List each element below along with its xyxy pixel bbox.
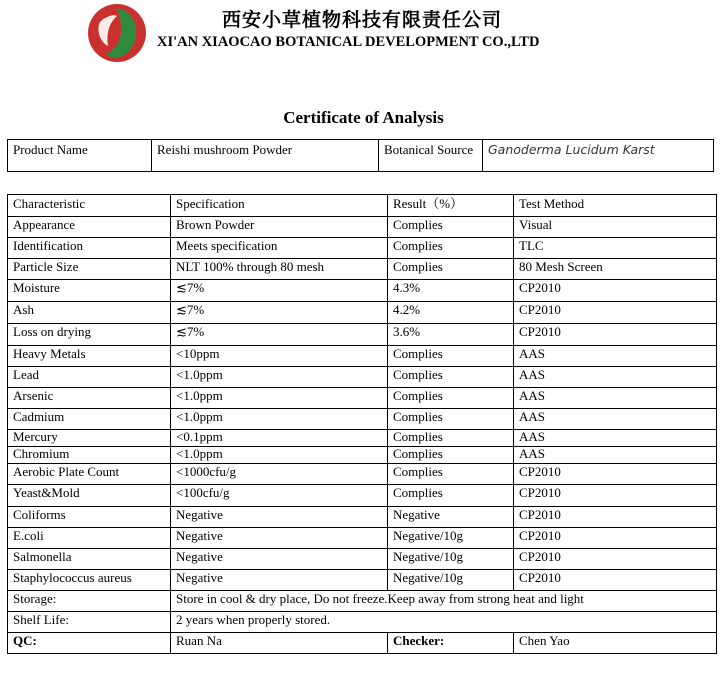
column-header: Test Method — [514, 195, 717, 217]
specification-cell: <1.0ppm — [171, 367, 388, 388]
table-row — [8, 507, 717, 528]
characteristic-cell: Arsenic — [8, 388, 171, 409]
specification-cell: <100cfu/g — [171, 485, 388, 507]
test-method-cell: AAS — [514, 447, 717, 464]
company-name-chinese: 西安小草植物科技有限责任公司 — [222, 9, 503, 31]
characteristic-cell: Lead — [8, 367, 171, 388]
table-row — [8, 409, 717, 430]
specification-cell: Negative — [171, 507, 388, 528]
product-info-table — [7, 139, 714, 172]
test-method-cell: CP2010 — [514, 528, 717, 549]
result-cell: 4.3% — [388, 280, 514, 302]
specification-cell: Negative — [171, 549, 388, 570]
characteristic-cell: Chromium — [8, 447, 171, 464]
characteristic-cell: Particle Size — [8, 259, 171, 280]
table-row — [8, 430, 717, 447]
test-method-cell: AAS — [514, 388, 717, 409]
result-cell: Negative/10g — [388, 549, 514, 570]
test-method-cell: CP2010 — [514, 549, 717, 570]
table-row — [8, 447, 717, 464]
company-logo-icon — [86, 2, 148, 64]
table-row — [8, 346, 717, 367]
characteristic-cell: Yeast&Mold — [8, 485, 171, 507]
table-row — [8, 280, 717, 302]
checker-label: Checker: — [388, 633, 514, 654]
test-method-cell: CP2010 — [514, 302, 717, 324]
table-row — [8, 485, 717, 507]
botanical-source-label: Botanical Source — [379, 140, 483, 172]
product-name-label: Product Name — [8, 140, 152, 172]
result-cell: Negative — [388, 507, 514, 528]
qc-name: Ruan Na — [171, 633, 388, 654]
characteristic-cell: Moisture — [8, 280, 171, 302]
document-title: Certificate of Analysis — [283, 108, 444, 127]
result-cell: Negative/10g — [388, 570, 514, 591]
signoff-row — [8, 633, 717, 654]
table-header-row — [8, 195, 717, 217]
column-header: Result（%） — [388, 195, 514, 217]
table-row — [8, 238, 717, 259]
test-method-cell: AAS — [514, 409, 717, 430]
specification-cell: <1.0ppm — [171, 409, 388, 430]
result-cell: Negative/10g — [388, 528, 514, 549]
test-method-cell: AAS — [514, 367, 717, 388]
characteristic-cell: Appearance — [8, 217, 171, 238]
test-method-cell: CP2010 — [514, 464, 717, 485]
characteristic-cell: Heavy Metals — [8, 346, 171, 367]
specification-cell: <1.0ppm — [171, 447, 388, 464]
shelf-life-row — [8, 612, 717, 633]
specification-cell: <1000cfu/g — [171, 464, 388, 485]
result-cell: 4.2% — [388, 302, 514, 324]
test-method-cell: CP2010 — [514, 280, 717, 302]
test-method-cell: AAS — [514, 346, 717, 367]
test-method-cell: 80 Mesh Screen — [514, 259, 717, 280]
table-row — [8, 302, 717, 324]
shelf-life-value: 2 years when properly stored. — [171, 612, 717, 633]
specification-cell: ≲7% — [171, 302, 388, 324]
test-method-cell: CP2010 — [514, 324, 717, 346]
table-row — [8, 464, 717, 485]
characteristic-cell: Aerobic Plate Count — [8, 464, 171, 485]
result-cell: 3.6% — [388, 324, 514, 346]
storage-row — [8, 591, 717, 612]
test-method-cell: TLC — [514, 238, 717, 259]
table-row — [8, 549, 717, 570]
specification-cell: <1.0ppm — [171, 388, 388, 409]
storage-label: Storage: — [8, 591, 171, 612]
table-row — [8, 324, 717, 346]
specification-cell: ≲7% — [171, 280, 388, 302]
characteristic-cell: Identification — [8, 238, 171, 259]
column-header: Specification — [171, 195, 388, 217]
specification-cell: NLT 100% through 80 mesh — [171, 259, 388, 280]
result-cell: Complies — [388, 485, 514, 507]
company-header — [0, 0, 727, 70]
specification-cell: Meets specification — [171, 238, 388, 259]
botanical-source-value: Ganoderma Lucidum Karst — [483, 140, 714, 172]
characteristic-cell: Ash — [8, 302, 171, 324]
column-header: Characteristic — [8, 195, 171, 217]
result-cell: Complies — [388, 217, 514, 238]
specification-cell: Brown Powder — [171, 217, 388, 238]
specification-cell: <0.1ppm — [171, 430, 388, 447]
characteristic-cell: Mercury — [8, 430, 171, 447]
test-method-cell: CP2010 — [514, 570, 717, 591]
result-cell: Complies — [388, 346, 514, 367]
result-cell: Complies — [388, 259, 514, 280]
characteristic-cell: Cadmium — [8, 409, 171, 430]
table-row — [8, 367, 717, 388]
characteristic-cell: E.coli — [8, 528, 171, 549]
table-row — [8, 528, 717, 549]
qc-label: QC: — [8, 633, 171, 654]
result-cell: Complies — [388, 388, 514, 409]
table-row — [8, 259, 717, 280]
test-method-cell: CP2010 — [514, 485, 717, 507]
test-method-cell: CP2010 — [514, 507, 717, 528]
storage-value: Store in cool & dry place, Do not freeze.Keep away from strong heat and light — [171, 591, 717, 612]
specification-cell: ≲7% — [171, 324, 388, 346]
characteristic-cell: Loss on drying — [8, 324, 171, 346]
analysis-table — [7, 194, 717, 654]
shelf-life-label: Shelf Life: — [8, 612, 171, 633]
result-cell: Complies — [388, 367, 514, 388]
test-method-cell: AAS — [514, 430, 717, 447]
specification-cell: Negative — [171, 570, 388, 591]
result-cell: Complies — [388, 430, 514, 447]
characteristic-cell: Salmonella — [8, 549, 171, 570]
result-cell: Complies — [388, 238, 514, 259]
table-row — [8, 388, 717, 409]
table-row — [8, 217, 717, 238]
checker-name: Chen Yao — [514, 633, 717, 654]
characteristic-cell: Coliforms — [8, 507, 171, 528]
specification-cell: <10ppm — [171, 346, 388, 367]
result-cell: Complies — [388, 409, 514, 430]
table-row — [8, 570, 717, 591]
characteristic-cell: Staphylococcus aureus — [8, 570, 171, 591]
specification-cell: Negative — [171, 528, 388, 549]
result-cell: Complies — [388, 464, 514, 485]
result-cell: Complies — [388, 447, 514, 464]
test-method-cell: Visual — [514, 217, 717, 238]
company-name-english: XI'AN XIAOCAO BOTANICAL DEVELOPMENT CO.,LTD — [157, 34, 540, 50]
product-name-value: Reishi mushroom Powder — [152, 140, 379, 172]
